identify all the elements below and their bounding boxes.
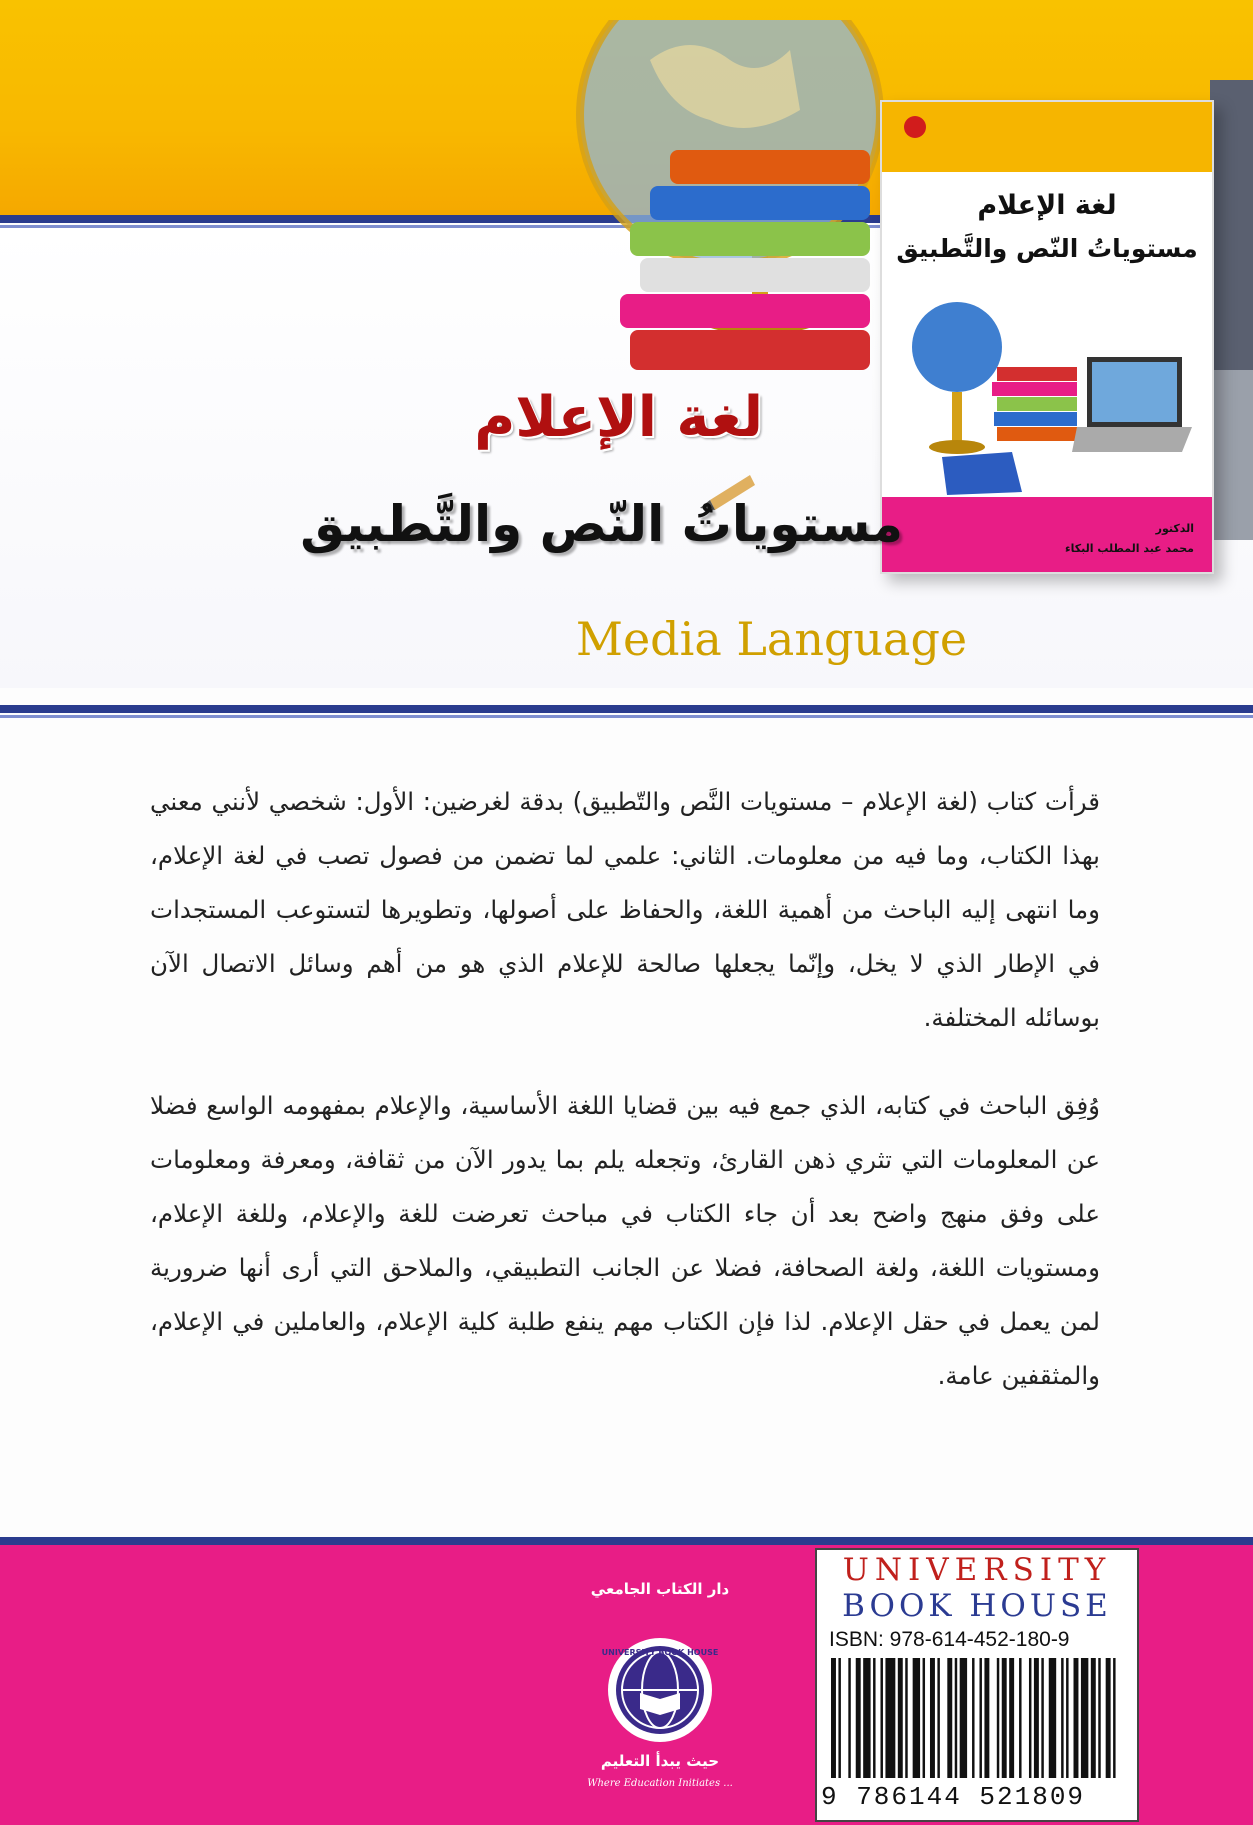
barcode-bar — [1091, 1658, 1096, 1778]
barcode-bar — [885, 1658, 895, 1778]
barcode-bar — [979, 1658, 981, 1778]
back-cover-blurb — [150, 775, 1100, 1403]
barcode-bar — [937, 1658, 939, 1778]
barcode-bar — [1061, 1658, 1063, 1778]
barcode-bar — [997, 1658, 999, 1778]
book-title-english: Media Language — [575, 612, 968, 666]
publisher-logo-slogan-arabic: حيث يبدأ التعليم — [600, 1752, 720, 1770]
barcode-bar — [848, 1658, 850, 1778]
book-subtitle: مستوياتُ النّص والتَّطبيق — [300, 495, 903, 553]
barcode-digits: 9 786144 521809 — [821, 1782, 1086, 1812]
barcode-bar — [880, 1658, 882, 1778]
thumbnail-title: لغة الإعلام — [977, 190, 1117, 221]
publisher-name-line2: BOOK HOUSE — [842, 1588, 1112, 1624]
thumbnail-subtitle: مستوياتُ النّص والتَّطبيق — [896, 234, 1198, 263]
barcode-bar — [923, 1658, 925, 1778]
barcode-bar — [972, 1658, 974, 1778]
barcode-bar — [831, 1658, 836, 1778]
isbn-block — [815, 1548, 1139, 1822]
barcode-bar — [1106, 1658, 1111, 1778]
barcode-bar — [913, 1658, 920, 1778]
barcode-bar — [873, 1658, 875, 1778]
thumbnail-top-band — [882, 102, 1212, 172]
barcode-bar — [1034, 1658, 1039, 1778]
barcode — [829, 1658, 1125, 1778]
middle-rule — [0, 705, 1253, 713]
barcode-bar — [1081, 1658, 1088, 1778]
barcode-bar — [838, 1658, 840, 1778]
notebook-icon — [942, 452, 1022, 495]
barcode-bar — [1074, 1658, 1079, 1778]
publisher-name-line1: UNIVERSITY — [842, 1552, 1112, 1588]
barcode-bar — [960, 1658, 967, 1778]
barcode-bar — [984, 1658, 989, 1778]
middle-rule-thin — [0, 715, 1253, 718]
barcode-bar — [1029, 1658, 1031, 1778]
barcode-bar — [1019, 1658, 1021, 1778]
barcode-bar — [905, 1658, 907, 1778]
books-stack-icon — [992, 367, 1077, 441]
blurb-paragraph-2: وُفِق الباحث في كتابه، الذي جمع فيه بين قضايا اللغة الأساسية، والإعلام بمفهومه الواسع فضلا عن المعلومات التي تثري ذهن القارئ، وتجعله يلم بما يدور الآن من ثقافة، ومعرفة ومعلومات على وفق منهج واضح بعد أن جاء الكتاب في مباحث تعرضت للغة والإعلام، وللغة الإعلام، ومستويات اللغة، ولغة الصحافة، فضلا عن الجانب التطبيقي، والملاحق التي أرى أنها ضرورية لمن يعمل في حقل الإعلام. لذا فإن الكتاب مهم ينفع طلبة كلية الإعلام، والعاملين في الإعلام، والمثقفين عامة. — [150, 1091, 1100, 1390]
barcode-bar — [863, 1658, 870, 1778]
barcode-bar — [1009, 1658, 1014, 1778]
front-cover-thumbnail — [880, 100, 1214, 574]
barcode-bar — [955, 1658, 957, 1778]
barcode-bar — [1041, 1658, 1043, 1778]
bottom-rule — [0, 1537, 1253, 1545]
barcode-bar — [947, 1658, 952, 1778]
barcode-bar — [1066, 1658, 1068, 1778]
barcode-bar — [898, 1658, 903, 1778]
globe-icon — [912, 302, 1002, 454]
barcode-bar — [1002, 1658, 1007, 1778]
barcode-bar — [1098, 1658, 1100, 1778]
laptop-icon — [1072, 357, 1192, 452]
publisher-logo-arabic-name: دار الكتاب الجامعي — [590, 1580, 730, 1598]
barcode-bar — [930, 1658, 935, 1778]
thumbnail-illustration — [902, 287, 1192, 497]
thumbnail-author-name: محمد عبد المطلب البكاء — [1065, 542, 1194, 555]
barcode-bar — [1113, 1658, 1115, 1778]
blurb-paragraph-1: قرأت كتاب (لغة الإعلام – مستويات النَّص والتّطبيق) بدقة لغرضين: الأول: شخصي لأنني معني بهذا الكتاب، وما فيه من معلومات. الثاني: علمي لما تضمن من فصول تصب في لغة الإعلام، وما انتهى إليه الباحث من أهمية اللغة، والحفاظ على أصولها، وتطويرها لتستوعب المستجدات في الإطار الذي لا يخل، وإنّما يجعلها صالحة للإعلام الذي هو من أهم وسائل الاتصال الآن بوسائله المختلفة. — [150, 787, 1100, 1032]
publisher-logo-ring-text: UNIVERSITY BOOK HOUSE — [601, 1648, 719, 1657]
apple-icon — [904, 116, 926, 138]
barcode-bar — [856, 1658, 861, 1778]
barcode-bar — [1049, 1658, 1056, 1778]
thumbnail-author-label: الدكتور — [1155, 522, 1194, 535]
isbn-number: ISBN: 978-614-452-180-9 — [829, 1628, 1070, 1651]
publisher-logo-tagline: Where Education Initiates ... — [587, 1778, 733, 1789]
book-title: لغة الإعلام — [474, 385, 763, 450]
